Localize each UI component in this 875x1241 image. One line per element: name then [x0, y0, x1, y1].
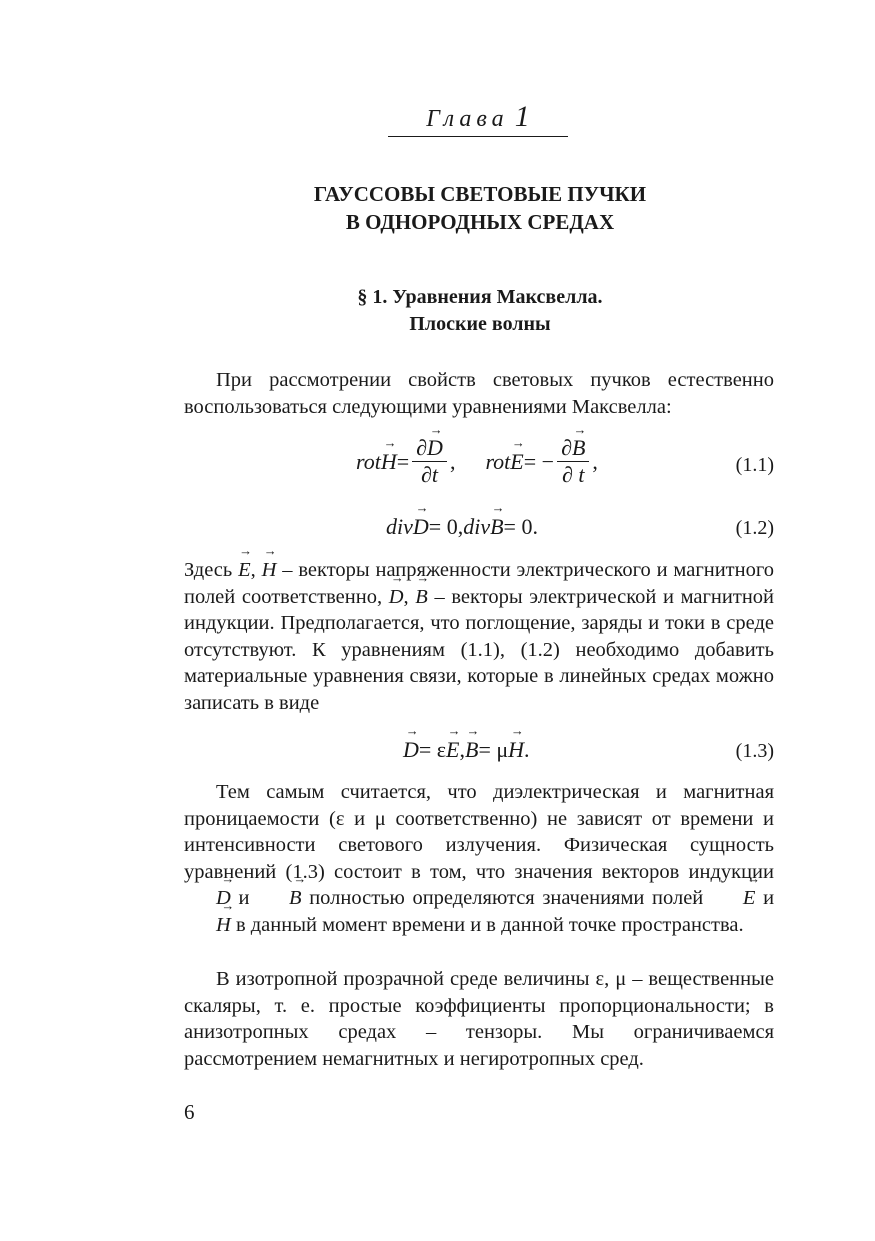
- eq1-rot-label: rot: [356, 448, 381, 474]
- eq1-partial-symbol-den: ∂: [421, 462, 432, 487]
- eq3-D-vector: → D: [403, 737, 419, 763]
- eq2-equals-zero: = 0: [428, 514, 458, 539]
- fields-comma: ,: [250, 559, 262, 581]
- fields-B-vector: → B: [415, 584, 428, 611]
- eq2-equals-zero-2: = 0: [503, 514, 533, 539]
- eq1-D-vector: → D: [427, 436, 443, 460]
- iso-text-1: В изотропной прозрачной среде величины: [216, 968, 590, 990]
- eq1-partial-symbol: ∂: [416, 435, 428, 460]
- section-heading: [180, 284, 780, 338]
- equation-1-1: [356, 436, 598, 487]
- section-heading-line-1: § 1. Уравнения Максвелла.: [357, 286, 603, 308]
- intro-paragraph: При рассмотрении свойств световых пучков естественно воспользоваться следующими уравнениями Максвелла:: [184, 369, 774, 418]
- fields-D-vector: → D: [389, 584, 404, 611]
- perm-eps: ε: [335, 807, 345, 830]
- fields-H-vector: → H: [262, 557, 277, 584]
- permeability-paragraph: [184, 779, 774, 939]
- chapter-title: [180, 180, 780, 236]
- equation-1-2-number: (1.2): [735, 517, 774, 539]
- equation-1-3: [403, 737, 530, 763]
- eq3-H-vector: → H: [508, 737, 524, 763]
- fields-paragraph: [184, 557, 774, 717]
- eq3-end: .: [524, 737, 530, 762]
- eq1-E-vector: → E: [510, 449, 523, 475]
- eq1-fraction-1-numerator: [412, 436, 447, 462]
- eq1-partial-symbol-den-2: ∂: [561, 462, 573, 487]
- eq2-div-label-2: div: [463, 514, 491, 539]
- eq1-fraction-1: [412, 436, 447, 487]
- perm-text-6: и: [763, 887, 775, 910]
- eq1-H-vector: → H: [381, 449, 397, 475]
- eq3-E-vector: → E: [446, 737, 459, 763]
- perm-D-vector: → D: [184, 885, 231, 912]
- iso-eps-mu: ε, μ: [595, 968, 627, 990]
- perm-text-2: и: [354, 807, 366, 830]
- eq2-div-label: div: [386, 514, 413, 539]
- eq1-fraction-1-denominator: [421, 462, 438, 487]
- chapter-number: 1: [514, 100, 530, 133]
- perm-B-vector: → B: [257, 885, 302, 912]
- chapter-word: Глава: [426, 106, 509, 132]
- eq1-equals-minus: = −: [523, 448, 555, 474]
- eq1-separator: ,: [449, 448, 456, 474]
- perm-text-4: и: [238, 887, 250, 910]
- perm-text-3: соответственно) не зависят от времени и интенсивности светового излучения. Физическая сущность уравнений (1.3) состоит в том, что значения векторов индукции: [184, 807, 775, 883]
- perm-text-5: полностью определяются значениями полей: [309, 887, 704, 910]
- perm-text-1: Тем самым считается, что диэлектрическая и магнитная проницаемости (: [184, 781, 774, 830]
- perm-H-vector: → H: [184, 912, 231, 939]
- isotropic-paragraph: [184, 966, 774, 1072]
- eq1-t-2: t: [572, 462, 585, 487]
- eq1-rot-label-2: rot: [485, 448, 511, 474]
- equation-1-2: [386, 514, 538, 540]
- chapter-title-line-2: В ОДНОРОДНЫХ СРЕДАХ: [345, 210, 615, 234]
- perm-mu: μ: [374, 807, 386, 830]
- eq1-fraction-2-denominator: [562, 462, 585, 487]
- eq1-B-vector: → B: [572, 436, 585, 460]
- eq2-B-vector: → B: [490, 514, 503, 540]
- equation-1-1-number: (1.1): [735, 454, 774, 476]
- eq1-fraction-2-numerator: [557, 436, 589, 462]
- eq1-equals: =: [396, 448, 410, 474]
- page-number: 6: [184, 1100, 195, 1124]
- equation-1-3-number: (1.3): [735, 740, 774, 762]
- perm-E-vector: → E: [711, 885, 756, 912]
- eq3-B-vector: → B: [465, 737, 478, 763]
- eq3-equals-mu: = μ: [478, 737, 509, 762]
- iso-text-2: – вещественные скаляры, т. е. простые коэффициенты пропорциональности; в анизотропных средах – тензоры. Мы ограничиваемся рассмотрением немагнитных и негиротропных сред.: [184, 968, 774, 1070]
- fields-text-1: Здесь: [184, 559, 233, 581]
- eq2-D-vector: → D: [413, 514, 429, 540]
- eq1-t: t: [431, 462, 439, 487]
- chapter-heading: [388, 100, 568, 137]
- fields-text-3: – векторы электрической и магнитной индукции. Предполагается, что поглощение, заряды и токи в среде отсутствуют. К уравнениям (1.1), (1.2) необходимо добавить материальные уравнения связи, которые в линейных средах можно записать в виде: [184, 585, 775, 714]
- chapter-title-line-1: ГАУССОВЫ СВЕТОВЫЕ ПУЧКИ: [313, 182, 647, 206]
- section-heading-line-2: Плоские волны: [409, 313, 551, 335]
- perm-text-7: в данный момент времени и в данной точке пространства.: [235, 913, 744, 936]
- fields-text-2: – векторы напряженности электрического и магнитного полей соответственно,: [184, 559, 774, 608]
- eq2-separator: ,: [457, 514, 464, 539]
- eq2-end: .: [532, 514, 538, 539]
- eq1-end-comma: ,: [592, 448, 598, 474]
- eq1-partial-symbol-2: ∂: [561, 435, 572, 460]
- eq3-separator: ,: [459, 737, 465, 762]
- fields-E-vector: → E: [238, 557, 251, 584]
- eq1-fraction-2: [557, 436, 589, 487]
- eq3-equals-eps: = ε: [418, 737, 447, 762]
- fields-comma-2: ,: [403, 585, 416, 608]
